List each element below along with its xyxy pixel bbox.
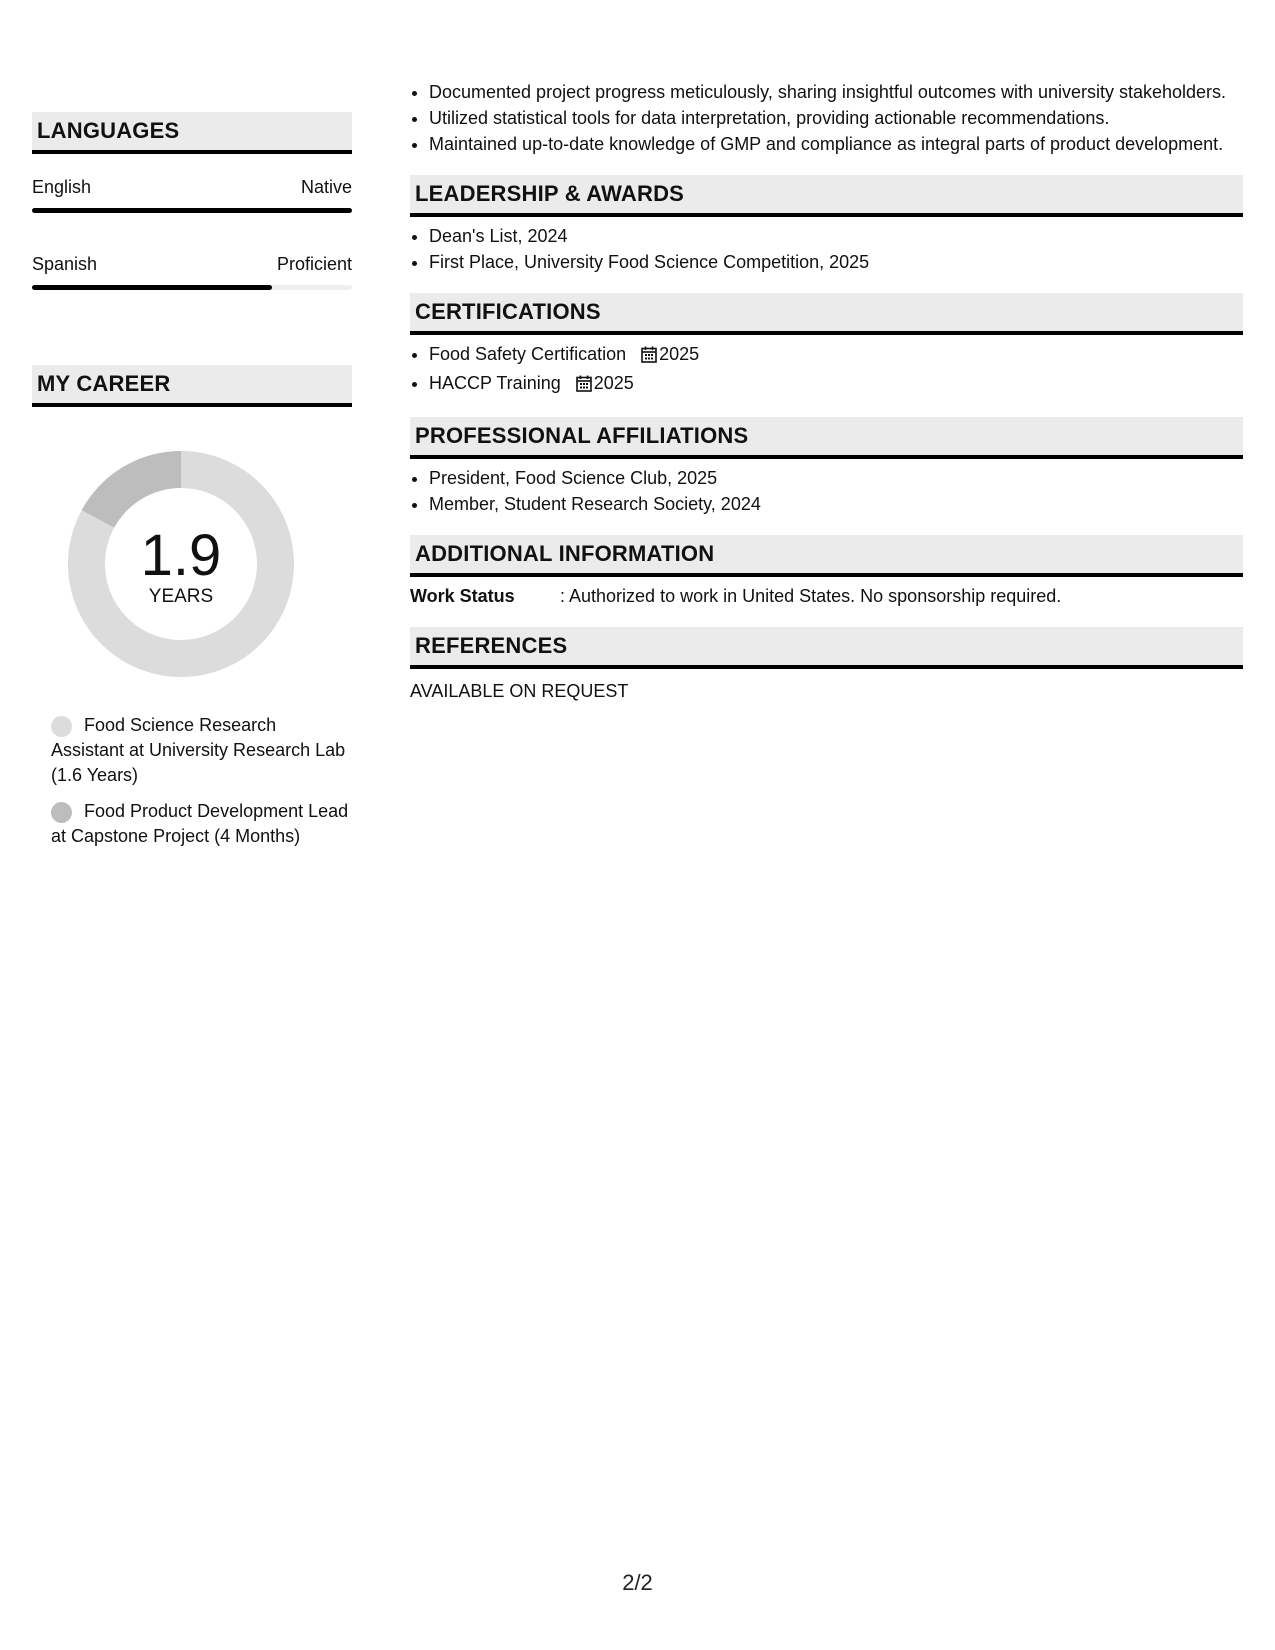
certification-item (429, 371, 1243, 399)
right-column (410, 80, 1243, 704)
career-legend-item (51, 799, 352, 849)
language-proficiency-bar (32, 285, 352, 290)
affiliation-item: • President, Food Science Club, 2025 (429, 466, 1243, 491)
language-proficiency-bar (32, 208, 352, 213)
legend-dot (51, 716, 72, 737)
experience-bullet: • Maintained up-to-date knowledge of GMP and compliance as integral parts of product development. (429, 132, 1243, 157)
language-level: Proficient (276, 254, 352, 274)
left-column (32, 112, 352, 860)
career-total-number: 1.9 (140, 523, 222, 588)
legend-label: Food Product Development Lead at Capstone Project (4 Months) (51, 801, 349, 846)
leadership-list (410, 224, 1243, 275)
certifications-title: CERTIFICATIONS (410, 293, 1243, 335)
experience-bullet: • Documented project progress meticulously, sharing insightful outcomes with university stakeholders. (429, 80, 1243, 105)
references-text: AVAILABLE ON REQUEST (410, 681, 629, 701)
experience-bullet: • Utilized statistical tools for data interpretation, providing actionable recommendations. (429, 106, 1243, 131)
languages-title: LANGUAGES (32, 112, 352, 154)
career-donut-chart (66, 449, 296, 679)
calendar-icon (641, 345, 657, 370)
affiliations-title: PROFESSIONAL AFFILIATIONS (410, 417, 1243, 459)
additional-info-title: ADDITIONAL INFORMATION (410, 535, 1243, 577)
certifications-list (410, 342, 1243, 399)
experience-bullets (410, 80, 1243, 157)
career-total-block (66, 449, 296, 679)
language-name: Spanish (32, 254, 98, 274)
certification-item (429, 342, 1243, 370)
certification-name: Food Safety Certification (429, 344, 627, 364)
work-status-label: Work Status (410, 586, 515, 606)
leadership-title: LEADERSHIP & AWARDS (410, 175, 1243, 217)
language-proficiency-fill (32, 285, 272, 290)
language-name: English (32, 177, 92, 197)
affiliation-item: • Member, Student Research Society, 2024 (429, 492, 1243, 517)
career-title: MY CAREER (32, 365, 352, 407)
certification-year: 2025 (593, 373, 634, 393)
certification-year: 2025 (659, 344, 700, 364)
leadership-item: • Dean's List, 2024 (429, 224, 1243, 249)
career-legend-item (51, 713, 352, 788)
language-proficiency-fill (32, 208, 352, 213)
career-total-unit: YEARS (148, 586, 214, 607)
language-item-english (32, 176, 352, 213)
leadership-item: • First Place, University Food Science Competition, 2025 (429, 250, 1243, 275)
language-item-spanish (32, 253, 352, 290)
legend-label: Food Science Research Assistant at University Research Lab (1.6 Years) (51, 715, 346, 785)
work-status-row (410, 584, 1243, 609)
references-title: REFERENCES (410, 627, 1243, 669)
calendar-icon (576, 374, 592, 399)
certification-name: HACCP Training (429, 373, 561, 393)
page-number: 2/2 (622, 1570, 653, 1595)
language-level: Native (300, 177, 352, 197)
work-status-value: : Authorized to work in United States. No sponsorship required. (560, 586, 1062, 606)
career-legend (32, 713, 352, 849)
affiliations-list (410, 466, 1243, 517)
legend-dot (51, 802, 72, 823)
